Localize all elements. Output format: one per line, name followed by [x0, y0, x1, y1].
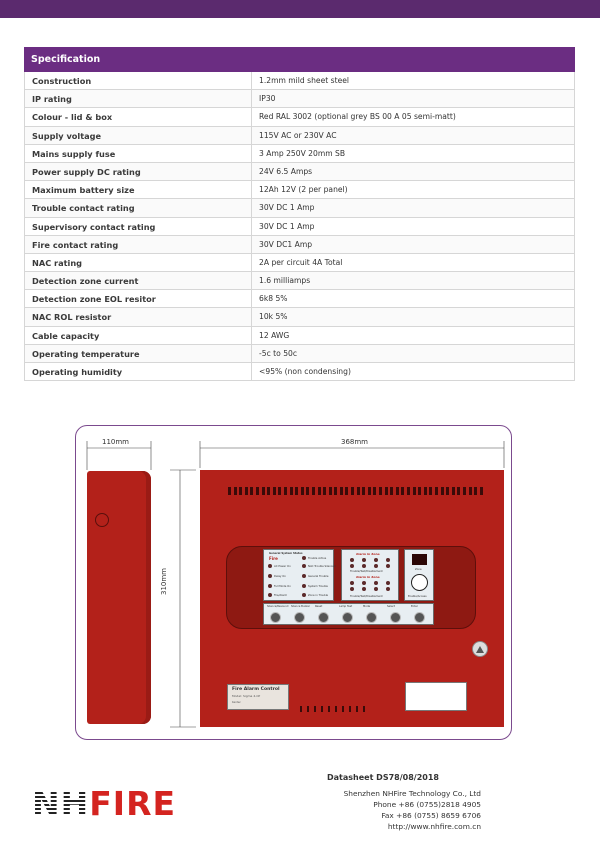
zone-led-icon — [374, 581, 378, 585]
spec-value: 6k8 5% — [259, 294, 288, 304]
datasheet-id: Datasheet DS78/08/2018 — [327, 773, 439, 782]
vent-slot — [340, 487, 343, 495]
vent-slot — [329, 487, 332, 495]
zone-led-icon — [386, 564, 390, 568]
vent-slot — [418, 487, 421, 495]
status-title: General System Status — [269, 552, 303, 555]
vent-slot — [245, 487, 248, 495]
spec-key: Mains supply fuse — [25, 145, 252, 162]
spec-key: Fire contact rating — [25, 236, 252, 253]
plate-title: Fire Alarm Control — [232, 687, 280, 692]
display-box — [404, 549, 434, 601]
zone-led-icon — [350, 564, 354, 568]
viewing-window — [405, 682, 467, 711]
vent-slot — [452, 487, 455, 495]
cable-slot — [363, 706, 365, 712]
vent-slot — [385, 487, 388, 495]
vent-slot — [239, 487, 242, 495]
spec-value: 30V DC1 Amp — [259, 239, 313, 249]
vent-slot — [234, 487, 237, 495]
spec-value: 30V DC 1 Amp — [259, 221, 315, 231]
vent-slot — [345, 487, 348, 495]
panel-button — [366, 612, 377, 623]
vent-slot — [306, 487, 309, 495]
company-fax: Fax +86 (0755) 8659 6706 — [381, 811, 481, 820]
zone-led-icon — [350, 587, 354, 591]
vent-slot — [250, 487, 253, 495]
status-fire: Fire — [269, 556, 278, 561]
led-icon — [268, 574, 272, 578]
panel-button-label: Lamp Test — [339, 605, 353, 608]
panel-button-label: Enter — [411, 605, 418, 608]
led-icon — [302, 556, 306, 560]
led-icon — [268, 593, 272, 597]
access-label: Enable/Access — [408, 595, 427, 598]
zone-title: Alarm in Zone — [356, 552, 380, 556]
panel-button-label: Silence Buzzer — [291, 605, 310, 608]
spec-value: 2A per circuit 4A Total — [259, 257, 343, 267]
cable-slot — [321, 706, 323, 712]
spec-key: Trouble contact rating — [25, 199, 252, 216]
vent-slot — [463, 487, 466, 495]
vent-slot — [480, 487, 483, 495]
vent-slot — [256, 487, 259, 495]
logo-nh: NH — [32, 784, 90, 823]
spec-key: NAC ROL resistor — [25, 308, 252, 325]
spec-key: Detection zone EOL resitor — [25, 290, 252, 307]
zone-led-icon — [350, 558, 354, 562]
led-icon — [302, 584, 306, 588]
knockout-icon — [95, 513, 109, 527]
spec-key: Detection zone current — [25, 272, 252, 289]
panel-button — [414, 612, 425, 623]
status-item: NAC Trouble Silenced — [308, 565, 336, 568]
vent-slot — [373, 487, 376, 495]
spec-title: Specification — [24, 47, 575, 72]
vent-slot — [474, 487, 477, 495]
status-item: Full Mode On — [274, 585, 291, 588]
cable-slot — [342, 706, 344, 712]
status-item: Delay On — [274, 575, 286, 578]
spec-key: Construction — [25, 72, 252, 89]
zone-led-icon — [374, 558, 378, 562]
vent-slot — [424, 487, 427, 495]
vent-slot — [228, 487, 231, 495]
spec-value: Red RAL 3002 (optional grey BS 00 A 05 semi-matt) — [259, 112, 456, 122]
vent-slot — [267, 487, 270, 495]
company-phone: Phone +86 (0755)2818 4905 — [373, 800, 481, 809]
status-item: System Trouble — [308, 585, 328, 588]
vent-slot — [301, 487, 304, 495]
enclosure-side-view — [87, 471, 151, 724]
spec-key: Power supply DC rating — [25, 163, 252, 180]
vent-slot — [323, 487, 326, 495]
plate-model: Model: Sigma 4-CP — [232, 694, 261, 698]
cable-slot — [314, 706, 316, 712]
vent-slot — [295, 487, 298, 495]
logo-fire: FIRE — [89, 784, 177, 823]
led-icon — [302, 593, 306, 597]
zone-led-icon — [362, 558, 366, 562]
vent-slot — [435, 487, 438, 495]
vent-slot — [396, 487, 399, 495]
spec-value: 12 AWG — [259, 330, 290, 340]
spec-value: 24V 6.5 Amps — [259, 166, 313, 176]
panel-button — [318, 612, 329, 623]
panel-button — [294, 612, 305, 623]
panel-button-label: Select — [387, 605, 396, 608]
led-icon — [302, 564, 306, 568]
led-icon — [302, 574, 306, 578]
spec-key: Supervisory contact rating — [25, 218, 252, 235]
vent-slot — [441, 487, 444, 495]
panel-button-label: Mode — [363, 605, 371, 608]
spec-key: Operating temperature — [25, 345, 252, 362]
vent-slot — [351, 487, 354, 495]
vent-slot — [290, 487, 293, 495]
status-item: Zone in Trouble — [308, 594, 329, 597]
company-name: Shenzhen NHFire Technology Co., Ltd — [343, 789, 481, 798]
spec-value: -5c to 50c — [259, 348, 298, 358]
vent-slot — [413, 487, 416, 495]
cable-slot — [335, 706, 337, 712]
vent-slot — [262, 487, 265, 495]
lock-icon — [472, 641, 488, 657]
vent-slot — [469, 487, 472, 495]
spec-key: Operating humidity — [25, 363, 252, 380]
zone-led-icon — [362, 581, 366, 585]
cable-slot — [307, 706, 309, 712]
company-website[interactable]: http://www.nhfire.com.cn — [387, 822, 481, 831]
zone-led-icon — [374, 587, 378, 591]
button-strip — [263, 603, 434, 625]
zone-led-icon — [386, 587, 390, 591]
vent-slot — [457, 487, 460, 495]
display-label: Zone — [415, 568, 422, 571]
spec-value: 3 Amp 250V 20mm SB — [259, 148, 346, 158]
status-indicator-box — [263, 549, 334, 601]
cable-slot — [300, 706, 302, 712]
front-width-label: 368mm — [341, 438, 368, 446]
zone-led-icon — [362, 587, 366, 591]
spec-key: Cable capacity — [25, 327, 252, 344]
spec-key: Supply voltage — [25, 127, 252, 144]
panel-button — [342, 612, 353, 623]
vent-slot — [273, 487, 276, 495]
nhfire-logo — [32, 784, 177, 823]
seven-segment-display — [412, 554, 427, 565]
side-width-label: 110mm — [102, 438, 129, 446]
zone-led-icon — [386, 581, 390, 585]
spec-value: <95% (non condensing) — [259, 367, 351, 376]
vent-slot — [390, 487, 393, 495]
spec-key: Maximum battery size — [25, 181, 252, 198]
status-item: Fire/Alarm — [274, 594, 288, 597]
vent-slot — [334, 487, 337, 495]
vent-slots — [228, 487, 490, 495]
zone-indicator-box — [341, 549, 399, 601]
product-label — [227, 684, 289, 710]
spec-value: 12Ah 12V (2 per panel) — [259, 185, 348, 195]
status-item: AC Power On — [274, 565, 291, 568]
status-item: Trouble Active — [308, 557, 327, 560]
zone-led-icon — [374, 564, 378, 568]
vent-slot — [429, 487, 432, 495]
spec-value: 115V AC or 230V AC — [259, 130, 337, 140]
vent-slot — [368, 487, 371, 495]
zone-title: Alarm in Zone — [356, 575, 380, 579]
panel-button-label: Silence/Resound — [267, 605, 289, 608]
spec-key: IP rating — [25, 90, 252, 107]
zone-led-icon — [386, 558, 390, 562]
vent-slot — [407, 487, 410, 495]
zone-led-icon — [350, 581, 354, 585]
vent-slot — [318, 487, 321, 495]
vent-slot — [401, 487, 404, 495]
zone-subtitle: Trouble/Test/Disablement — [350, 570, 383, 573]
panel-button — [390, 612, 401, 623]
key-switch-icon — [411, 574, 428, 591]
height-label: 310mm — [160, 568, 168, 595]
spec-value: 1.2mm mild sheet steel — [259, 76, 350, 85]
zone-subtitle: Trouble/Test/Disablement — [350, 595, 383, 598]
vent-slot — [312, 487, 315, 495]
vent-slot — [379, 487, 382, 495]
vent-slot — [362, 487, 365, 495]
cable-slot — [349, 706, 351, 712]
lock-glyph — [473, 643, 487, 657]
zone-led-icon — [362, 564, 366, 568]
spec-value: IP30 — [259, 94, 276, 104]
spec-value: 30V DC 1 Amp — [259, 203, 315, 213]
status-item: General Trouble — [308, 575, 329, 578]
vent-slot — [284, 487, 287, 495]
spec-key: NAC rating — [25, 254, 252, 271]
cable-slot — [328, 706, 330, 712]
vent-slot — [446, 487, 449, 495]
vent-slot — [357, 487, 360, 495]
plate-brand: Kentec — [232, 701, 241, 704]
vent-slot — [278, 487, 281, 495]
panel-button — [270, 612, 281, 623]
spec-value: 1.6 milliamps — [259, 276, 311, 286]
spec-value: 10k 5% — [259, 312, 288, 322]
cable-slot — [356, 706, 358, 712]
led-icon — [268, 584, 272, 588]
panel-button-label: Reset — [315, 605, 323, 608]
spec-key: Colour - lid & box — [25, 108, 252, 125]
led-icon — [268, 564, 272, 568]
cable-slots — [300, 706, 365, 712]
